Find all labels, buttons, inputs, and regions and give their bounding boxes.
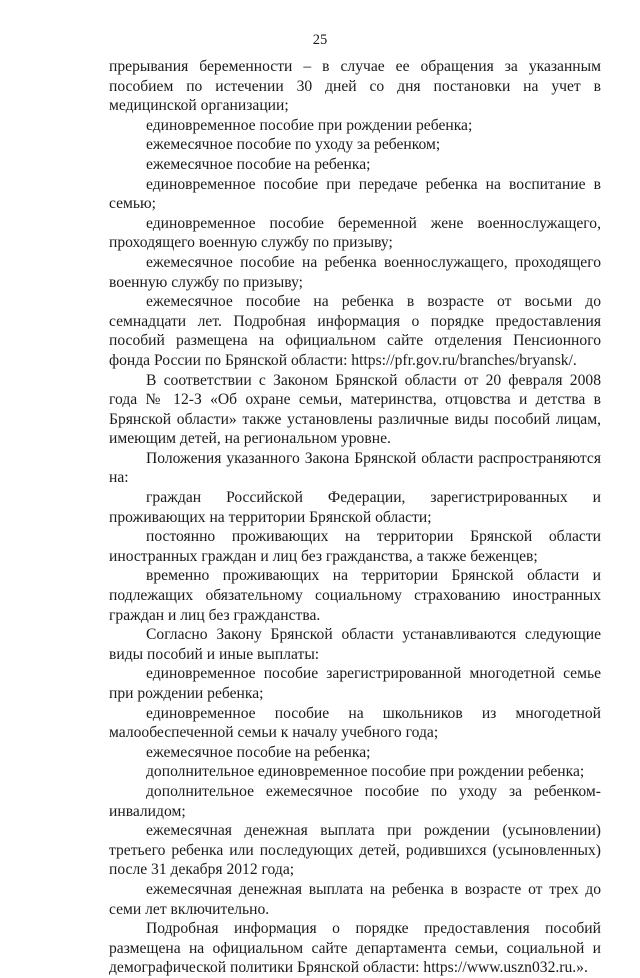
paragraph: ежемесячное пособие на ребенка в возрасте от восьми до семнадцати лет. Подробная информация о порядке предоставления пособий размещена на официальном сайте отделения Пенсионного фонда России по Брянской области: https://pfr.gov.ru/branches/bryansk/. (109, 293, 601, 369)
paragraph: единовременное пособие на школьников из многодетной малообеспеченной семьи к началу учебного года; (109, 704, 601, 742)
paragraph: ежемесячная денежная выплата при рождении (усыновлении) третьего ребенка или последующих детей, родившихся (усыновленных) после 31 декабря 2012 года; (109, 822, 601, 879)
document-body (109, 57, 601, 978)
paragraph: граждан Российской Федерации, зарегистрированных и проживающих на территории Брянской области; (109, 489, 601, 526)
paragraph: ежемесячное пособие на ребенка; (146, 743, 371, 761)
paragraph: единовременное пособие при рождении ребенка; (146, 116, 473, 134)
paragraph: единовременное пособие зарегистрированной многодетной семье при рождении ребенка; (109, 665, 601, 702)
paragraph: В соответствии с Законом Брянской области от 20 февраля 2008 года № 12-З «Об охране семьи, материнства, отцовства и детства в Брянской области» также установлены различные виды пособий лицам, имеющим детей, на региональном уровне. (109, 371, 601, 448)
paragraph: единовременное пособие при передаче ребенка на воспитание в семью; (109, 175, 601, 213)
paragraph: дополнительное ежемесячное пособие по уходу за ребенком-инвалидом; (109, 782, 601, 820)
paragraph: ежемесячное пособие на ребенка; (146, 155, 371, 173)
paragraph: ежемесячное пособие по уходу за ребенком; (146, 136, 441, 154)
paragraph: прерывания беременности – в случае ее обращения за указанным пособием по истечении 30 дней со дня постановки на учет в медицинской организации; (109, 58, 601, 115)
paragraph: Положения указанного Закона Брянской области распространяются на: (109, 449, 601, 487)
paragraph: ежемесячная денежная выплата на ребенка в возрасте от трех до семи лет включительно. (109, 880, 601, 918)
paragraph: единовременное пособие беременной жене военнослужащего, проходящего военную службу по призыву; (109, 214, 601, 252)
paragraph: ежемесячное пособие на ребенка военнослужащего, проходящего военную службу по призыву; (109, 253, 601, 291)
paragraph: Согласно Закону Брянской области устанавливаются следующие виды пособий и иные выплаты: (109, 626, 601, 663)
paragraph: Подробная информация о порядке предоставления пособий размещена на официальном сайте департамента семьи, социальной и демографической политики Брянской области: https://www.uszn032.ru.». (109, 920, 601, 977)
paragraph: постоянно проживающих на территории Брянской области иностранных граждан и лиц без гражданства, а также беженцев; (109, 528, 601, 565)
paragraph: дополнительное единовременное пособие при рождении ребенка; (146, 763, 585, 781)
page-number: 25 (312, 32, 328, 48)
paragraph: временно проживающих на территории Брянской области и подлежащих обязательному социальному страхованию иностранных граждан и лиц без гражданства. (109, 567, 601, 624)
